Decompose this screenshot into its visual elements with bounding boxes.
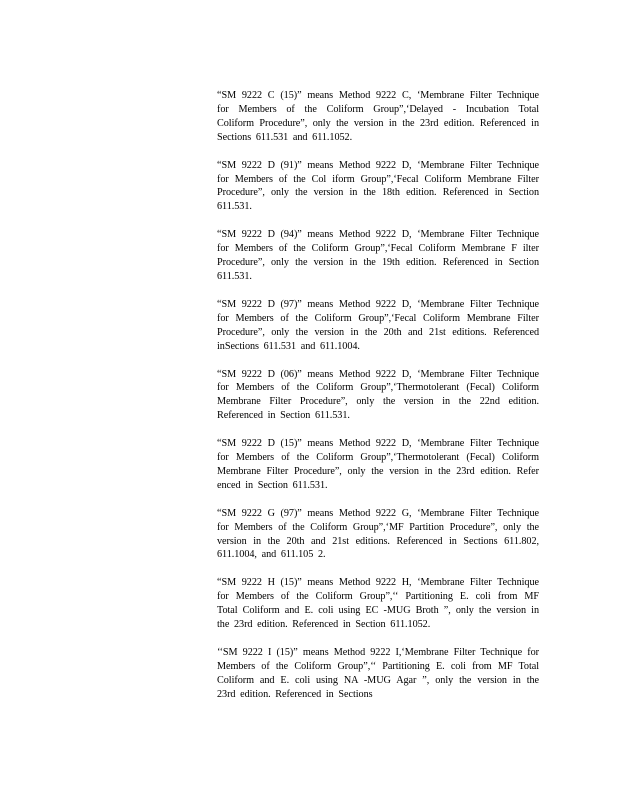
definition-sm-9222-d-94: “SM 9222 D (94)” means Method 9222 D, ‘Membrane Filter Technique for Members of the Coliform Group”,‘Fecal Coliform Membrane F ilter Procedure”, only the version in the 19th edition. Referenced in Section 611.531. [217,229,539,282]
definition-sm-9222-d-91: “SM 9222 D (91)” means Method 9222 D, ‘Membrane Filter Technique for Members of the Col iform Group”,‘Fecal Coliform Membrane Filter Procedure”, only the version in the 18th edition. Referenced in Section 611.531. [217,159,539,213]
definition-sm-9222-g-97: “SM 9222 G (97)” means Method 9222 G, ‘Membrane Filter Technique for Members of the Coliform Group”,‘MF Partition Procedure”, only the version in the 20th and 21st editions. Referenced in Sections 611.802, 611.1004, and 611.105 2. [217,507,539,561]
definition-sm-9222-d-97: “SM 9222 D (97)” means Method 9222 D, ‘Membrane Filter Technique for Members of the Coliform Group”,‘Fecal Coliform Membrane Filter Procedure”, only the version in the 20th and 21st editions. Referenced inSections 611.531 and 611.1004. [217,298,539,352]
definition-sm-9222-d-06: “SM 9222 D (06)” means Method 9222 D, ‘Membrane Filter Technique for Members of the Coliform Group”,‘Thermotolerant (Fecal) Coliform Membrane Filter Procedure”, only the version in the 22nd edition. Referenced in Section 611.531. [217,368,539,422]
definition-sm-9222-d-15: “SM 9222 D (15)” means Method 9222 D, ‘Membrane Filter Technique for Members of the Coliform Group”,‘Thermotolerant (Fecal) Coliform Membrane Filter Procedure”, only the version in the 23rd edition. Refer enced in Section 611.531. [217,438,539,491]
definition-sm-9222-c-15: “SM 9222 C (15)” means Method 9222 C, ‘Membrane Filter Technique for Members of the Coliform Group”,‘Delayed - Incubation Total Coliform Procedure”, only the version in the 23rd edition. Referenced in Sections 611.531 and 611.1052. [217,90,539,143]
definition-sm-9222-i-15: ‘‘SM 9222 I (15)” means Method 9222 I,‘Membrane Filter Technique for Members of the Coliform Group”,‘‘ Partitioning E. coli from MF Total Coliform and E. coli using NA -MUG Agar ”, only the version in the 23rd edition. Referenced in Sections [217,647,539,700]
definition-sm-9222-h-15: “SM 9222 H (15)” means Method 9222 H, ‘Membrane Filter Technique for Members of the Coliform Group”,‘‘ Partitioning E. coli from MF Total Coliform and E. coli using EC -MUG Broth ”, only the version in the 23rd edition. Referenced in Section 611.1052. [217,577,539,631]
document-body [217,89,539,716]
